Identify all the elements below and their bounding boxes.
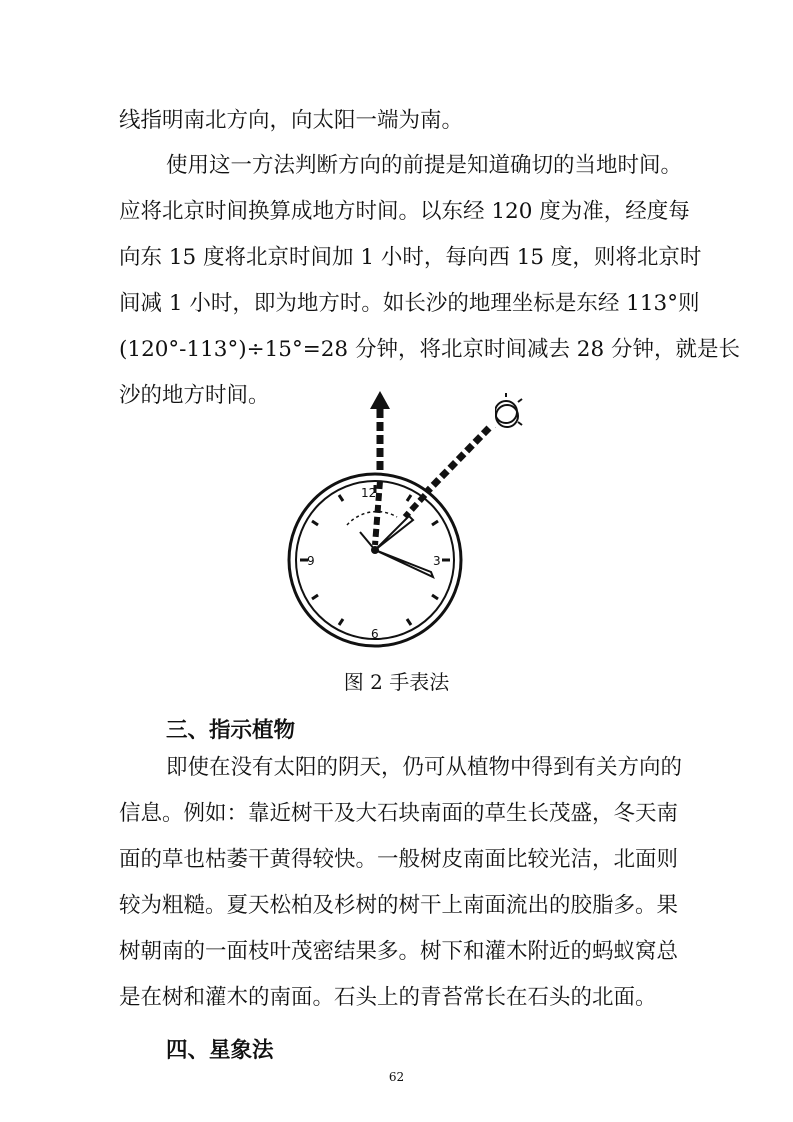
dial-number-12: 12 [361,486,377,500]
page-number: 62 [388,1070,405,1084]
text-line: 即使在没有太阳的阴天，仍可从植物中得到有关方向的 [166,755,683,780]
dial-number-6: 6 [371,627,379,641]
text-line: 线指明南北方向，向太阳一端为南。 [119,108,464,133]
text-line: 信息。例如：靠近树干及大石块南面的草生长茂盛，冬天南 [119,801,679,826]
text-line: 较为粗糙。夏天松柏及杉树的树干上南面流出的胶脂多。果 [119,893,679,918]
dial-number-3: 3 [433,554,441,568]
text-line: 树朝南的一面枝叶茂密结果多。树下和灌木附近的蚂蚁窝总 [119,939,679,964]
watch-detail [285,385,495,641]
figure-caption: 图 2 手表法 [343,670,450,694]
text-line: 向东 15 度将北京时间加 1 小时，每向西 15 度，则将北京时 [119,245,702,270]
hand-pivot [371,546,379,554]
text-line: 应将北京时间换算成地方时间。以东经 120 度为准，经度每 [119,199,690,224]
dial-number-9: 9 [307,554,315,568]
text-line: 使用这一方法判断方向的前提是知道确切的当地时间。 [166,153,683,178]
text-line: 沙的地方时间。 [119,383,270,408]
text-line: 是在树和灌木的南面。石头上的青苔常长在石头的北面。 [119,985,657,1010]
section-heading: 三、指示植物 [166,718,296,743]
text-line: 面的草也枯萎干黄得较快。一般树皮南面比较光洁，北面则 [119,847,679,872]
section-heading: 四、星象法 [166,1038,274,1063]
text-line: (120°-113°)÷15°=28 分钟，将北京时间减去 28 分钟，就是长 [119,337,740,362]
text-line: 间减 1 小时，即为地方时。如长沙的地理坐标是东经 113°则 [119,291,700,316]
